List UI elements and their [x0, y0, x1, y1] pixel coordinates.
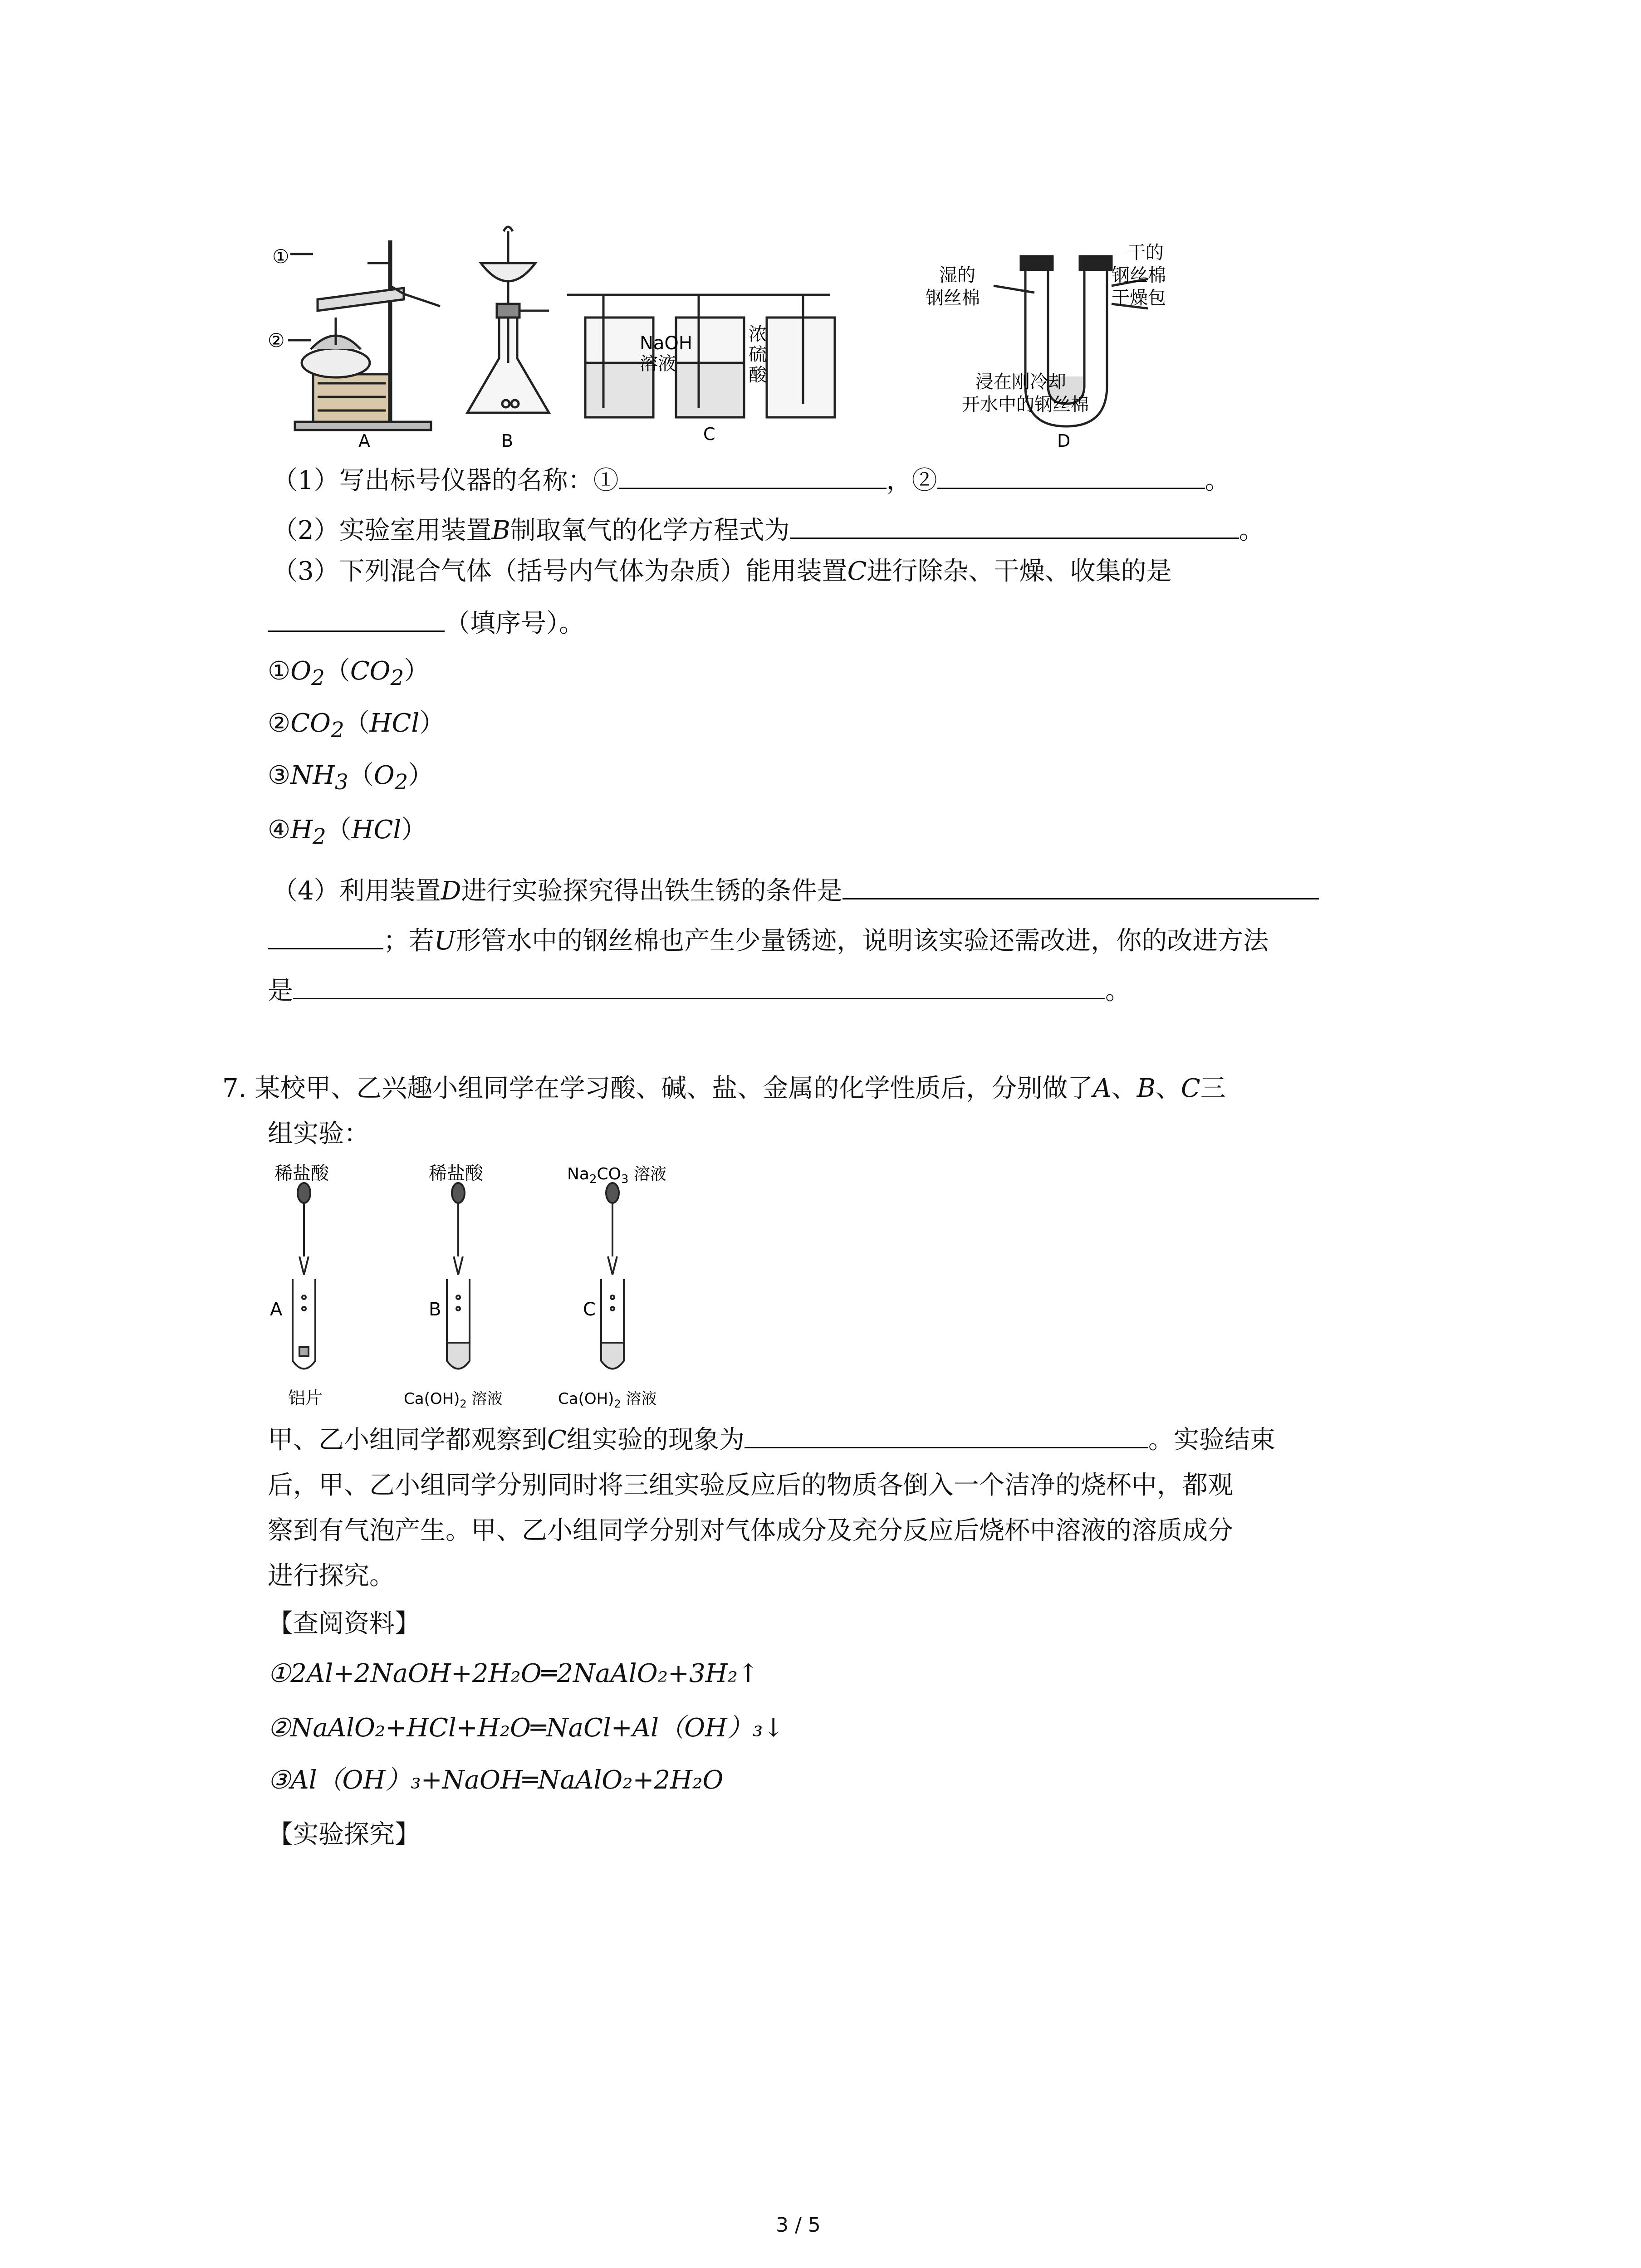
label-marker-2: ②: [268, 329, 285, 352]
reagent-b: 稀盐酸: [429, 1163, 483, 1184]
answer-blank[interactable]: [268, 921, 383, 949]
label-b: B: [501, 431, 514, 449]
label-c: C: [703, 424, 715, 444]
label-wet-1: 湿的: [939, 265, 975, 286]
tube-label-b: B: [429, 1299, 441, 1320]
q6-part4: （4）利用装置D进行实验探究得出铁生锈的条件是: [272, 871, 1319, 909]
q6-part4-line2: ；若U形管水中的钢丝棉也产生少量锈迹，说明该实验还需改进，你的改进方法: [268, 921, 1269, 959]
label-dry-1: 干的: [1127, 242, 1164, 263]
label-soak-2: 开水中的钢丝棉: [962, 394, 1089, 415]
bottom-label-c: $Ca(OH)_2$ 溶液: [558, 1390, 657, 1410]
label-naoh-1: NaOH: [640, 333, 692, 354]
reagent-a: 稀盐酸: [274, 1163, 329, 1184]
q7-reference-heading: 【查阅资料】: [268, 1609, 420, 1638]
answer-blank[interactable]: [619, 460, 887, 489]
label-d: D: [1057, 431, 1071, 449]
reagent-c: $Na_2CO_3$ 溶液: [567, 1165, 667, 1186]
label-marker-1: ①: [272, 245, 289, 268]
q7-intro: 7. 某校甲、乙兴趣小组同学在学习酸、碱、盐、金属的化学性质后，分别做了A、B、C三: [222, 1074, 1226, 1103]
q6-part3-line2: （填序号）。: [268, 603, 584, 642]
label-a: A: [358, 431, 370, 449]
q7-equation-3: ③Al（OH）₃+NaOH═NaAlO₂+2H₂O: [268, 1765, 724, 1795]
tube-label-c: C: [583, 1299, 596, 1320]
q6-option-1: $①O_2(CO_2)$: [268, 656, 430, 691]
answer-blank[interactable]: [843, 871, 1319, 899]
q7-equation-1: ①2Al+2NaOH+2H₂O═2NaAlO₂+3H₂↑: [268, 1659, 759, 1688]
label-soak-1: 浸在刚冷却: [975, 371, 1066, 392]
bottom-label-b: $Ca(OH)_2$ 溶液: [404, 1390, 503, 1410]
bottom-label-a: 铝片: [288, 1388, 323, 1408]
answer-blank[interactable]: [937, 460, 1205, 489]
answer-blank[interactable]: [790, 510, 1239, 539]
tube-label-a: A: [270, 1299, 283, 1320]
q7-para-line3: 察到有气泡产生。甲、乙小组同学分别对气体成分及充分反应后烧杯中溶液的溶质成分: [268, 1516, 1233, 1545]
q6-part4-line3: 是 。: [268, 971, 1131, 1009]
q7-experiment-heading: 【实验探究】: [268, 1820, 420, 1849]
q6-part3: （3）下列混合气体（括号内气体为杂质）能用装置C进行除杂、干燥、收集的是: [272, 557, 1172, 586]
q7-observation: 甲、乙小组同学都观察到C组实验的现象为 。实验结束: [268, 1420, 1275, 1458]
q6-part2: （2）实验室用装置B制取氧气的化学方程式为 。: [272, 510, 1264, 549]
q7-intro-line2: 组实验：: [268, 1119, 369, 1149]
answer-blank[interactable]: [268, 603, 445, 632]
q7-para-line4: 进行探究。: [268, 1561, 395, 1591]
label-wet-2: 钢丝棉: [926, 288, 980, 308]
apparatus-figure: [268, 213, 1198, 449]
label-acid-1: 浓: [749, 324, 767, 345]
label-naoh-2: 溶液: [640, 353, 676, 374]
label-acid-2: 硫: [749, 344, 767, 365]
q6-option-3: $③NH_3(O_2)$: [268, 761, 434, 795]
q6-option-4: $④H_2(HCl)$: [268, 815, 427, 850]
q7-equation-2: ②NaAlO₂+HCl+H₂O═NaCl+Al（OH）₃↓: [268, 1713, 784, 1743]
answer-blank[interactable]: [293, 971, 1105, 999]
q6-option-2: $②CO_2(HCl)$: [268, 709, 445, 743]
label-dry-2: 钢丝棉: [1112, 265, 1166, 286]
label-acid-3: 酸: [749, 365, 767, 386]
test-tube-figure: [268, 1161, 721, 1415]
answer-blank[interactable]: [745, 1420, 1148, 1448]
q6-part1: （1）写出标号仪器的名称：① ，② 。: [272, 460, 1230, 499]
q7-para-line2: 后，甲、乙小组同学分别同时将三组实验反应后的物质各倒入一个洁净的烧杯中，都观: [268, 1471, 1233, 1500]
page-number: 3 / 5: [776, 2214, 821, 2237]
label-dry-3: 干燥包: [1112, 288, 1166, 308]
